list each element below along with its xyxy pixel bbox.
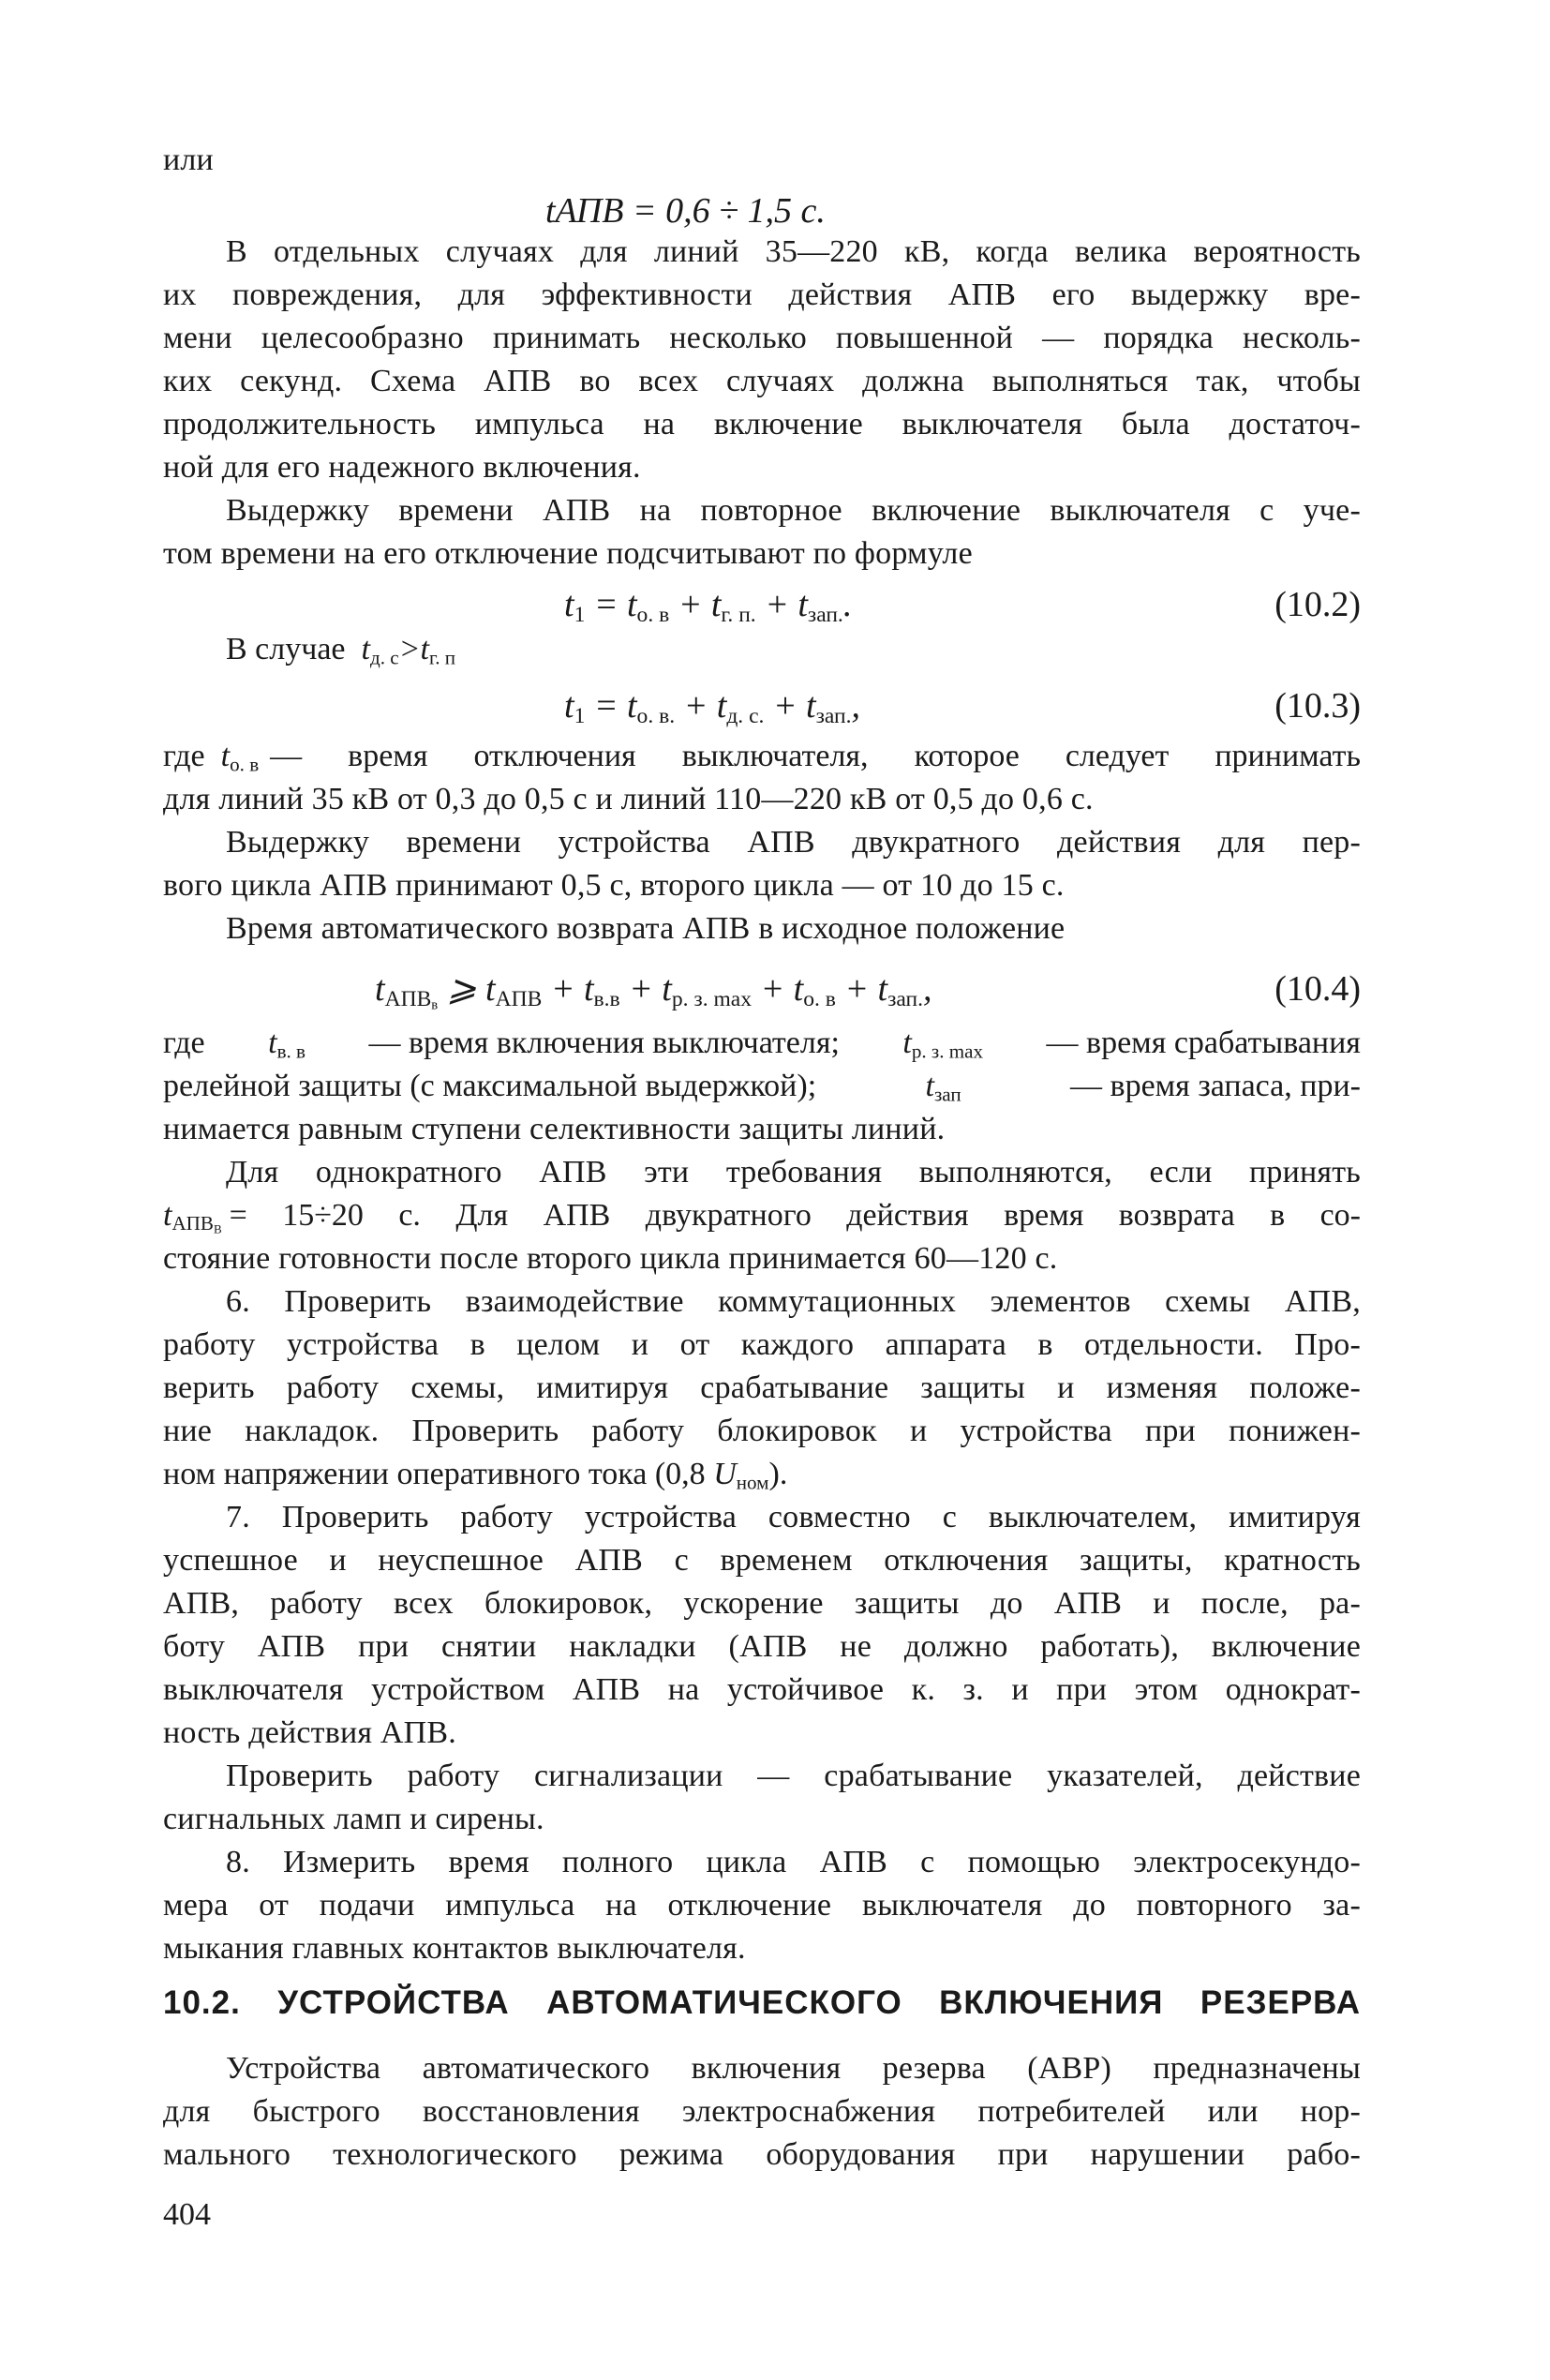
text-line: том времени на его отключение подсчитывают по формуле [163,536,973,571]
text-line: стояние готовности после второго цикла принимается 60—120 с. [163,1241,1058,1276]
text-line: ких секунд. Схема АПВ во всех случаях должна выполняться так, чтобы [163,364,1361,398]
equation-10-3: $t_1 = t_{о. в.} + t_{д. с.} + t_{зап.}$, [564,686,861,728]
text-line: успешное и неуспешное АПВ с временем отключения защиты, кратность [163,1543,1361,1578]
text-line: работу устройства в целом и от каждого аппарата в отдельности. Про- [163,1327,1361,1362]
page-number: 404 [163,2197,211,2232]
text-fragment: = 15÷20 с. Для АПВ двукратного действия время возврата в со- [229,1198,1361,1233]
text-line: где $t_{в. в}$ — время включения выключателя; $t_{р. з. max}$ — время срабатывания [163,1022,1361,1072]
section-heading: 10.2. УСТРОЙСТВА АВТОМАТИЧЕСКОГО ВКЛЮЧЕНИЯ РЕЗЕРВА [163,1984,1361,2021]
text-line: для быстрого восстановления электроснабжения потребителей или нор- [163,2094,1361,2129]
text-line: 7. Проверить работу устройства совместно с выключателем, имитируя [226,1500,1361,1534]
text-line: боту АПВ при снятии накладки (АПВ не должно работать), включение [163,1629,1361,1664]
equation-number: (10.3) [1274,686,1361,726]
text-line: Проверить работу сигнализации — срабатывание указателей, действие [226,1759,1361,1793]
text-line: нимается равным ступени селективности защиты линий. [163,1112,946,1146]
case-text: В случае [226,632,346,666]
text-line: Выдержку времени АПВ на повторное включение выключателя с уче- [226,493,1361,528]
text-line: ном напряжении оперативного тока (0,8 $U_{ном}$). [163,1457,788,1494]
text-line: Устройства автоматического включения резерва (АВР) предназначены [226,2051,1361,2086]
text-line: мыкания главных контактов выключателя. [163,1931,746,1966]
text-line: 8. Измерить время полного цикла АПВ с помощью электросекундо- [226,1845,1361,1879]
text-line: релейной защиты (с максимальной выдержкой); $t_{зап}$ — время запаса, при- [163,1065,1361,1115]
intro-word: или [163,142,214,177]
text-line: В отдельных случаях для линий 35—220 кВ, когда велика вероятность [226,234,1361,269]
text-line: Для однократного АПВ эти требования выполняются, если принять [226,1155,1361,1190]
text-fragment: ном напряжении оперативного тока (0,8 [163,1457,706,1491]
equation-10-4: $t_{АПВ_в}$ ⩾ $t_{АПВ} + t_{в.в} + t_{р. з. max} + t_{о. в} + t_{зап.}$, [375,969,932,1013]
text-fragment: — время запаса, при- [1070,1069,1361,1103]
text-line: $t_{АПВ_В}$ = 15÷20 с. Для АПВ двукратного действия время возврата в со- [163,1194,1361,1251]
text-line: их повреждения, для эффективности действия АПВ его выдержку вре- [163,277,1361,312]
text-fragment: — время включения выключателя; [368,1025,840,1060]
text-line: где $t_{о. в}$ — время отключения выключателя, которое следует принимать [163,735,1361,786]
text-line: мального технологического режима оборудования при нарушении рабо- [163,2137,1361,2172]
text-line: ние накладок. Проверить работу блокировок и устройства при понижен- [163,1414,1361,1448]
lead-word: где [163,739,205,773]
equation-number: (10.2) [1274,585,1361,624]
text-line: 6. Проверить взаимодействие коммутационных элементов схемы АПВ, [226,1284,1361,1319]
text-line: мени целесообразно принимать несколько повышенной — порядка несколь- [163,321,1361,355]
text-line: продолжительность импульса на включение выключателя была достаточ- [163,407,1361,442]
formula-apv-range: tАПВ = 0,6 ÷ 1,5 с. [545,191,826,231]
equation-number: (10.4) [1274,969,1361,1009]
text-fragment: — время отключения выключателя, которое следует принимать [270,739,1361,773]
text-line: мера от подачи импульса на отключение выключателя до повторного за- [163,1888,1361,1923]
text-line: ной для его надежного включения. [163,450,641,485]
text-line: Выдержку времени устройства АПВ двукратного действия для пер- [226,825,1361,860]
lead-word: где [163,1025,205,1060]
text-line: выключателя устройством АПВ на устойчивое к. з. и при этом однократ- [163,1672,1361,1707]
text-line: ность действия АПВ. [163,1715,457,1750]
text-fragment: — время срабатывания [1046,1025,1361,1060]
text-line: АПВ, работу всех блокировок, ускорение защиты до АПВ и после, ра- [163,1586,1361,1621]
text-fragment: релейной защиты (с максимальной выдержкой); [163,1069,817,1103]
text-line: сигнальных ламп и сирены. [163,1802,544,1836]
text-line: для линий 35 кВ от 0,3 до 0,5 с и линий 110—220 кВ от 0,5 до 0,6 с. [163,782,1094,816]
text-line: Время автоматического возврата АПВ в исходное положение [226,911,1066,946]
case-line: В случае $t_{д. с}>t_{г. п}$ [226,632,456,669]
text-line: верить работу схемы, имитируя срабатывание защиты и изменяя положе- [163,1370,1361,1405]
equation-10-2: $t_1 = t_{о. в} + t_{г. п.} + t_{зап.}$. [564,585,853,627]
text-line: вого цикла АПВ принимают 0,5 с, второго цикла — от 10 до 15 с. [163,868,1065,903]
